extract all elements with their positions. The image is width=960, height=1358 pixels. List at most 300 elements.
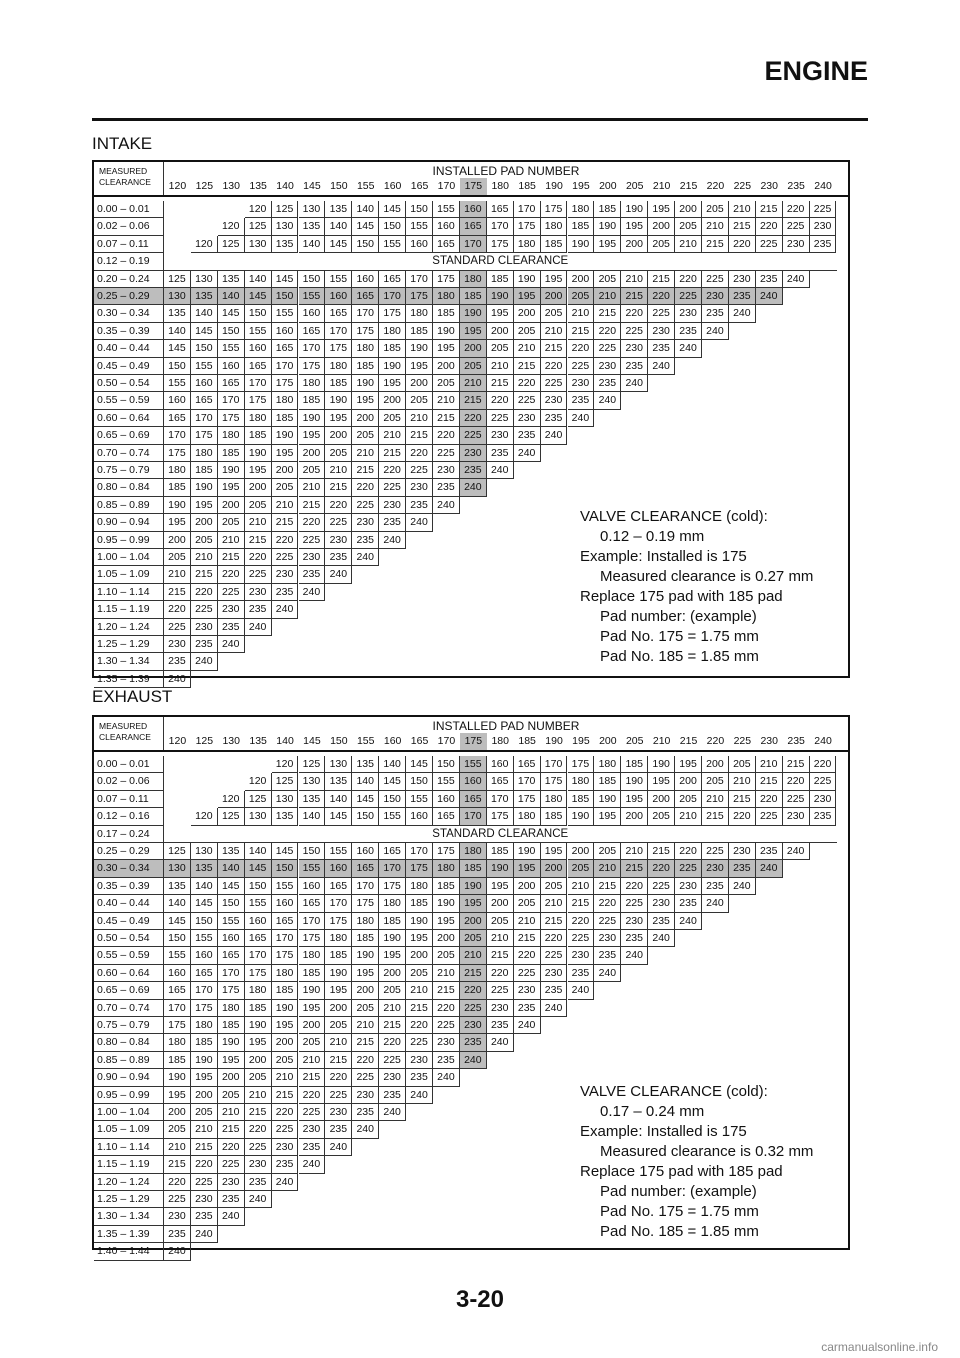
intake-cell: 240	[541, 427, 568, 444]
intake-header-pad-210: 210	[652, 180, 671, 192]
intake-cell: 175	[541, 201, 568, 218]
intake-cell: 190	[487, 288, 514, 305]
exhaust-cell: 180	[514, 808, 541, 825]
intake-cell: 150	[272, 288, 299, 305]
intake-cell: 230	[648, 323, 675, 340]
exhaust-cell: 220	[191, 1156, 218, 1173]
intake-cell: 235	[379, 514, 406, 531]
exhaust-cell: 235	[379, 1087, 406, 1104]
exhaust-cell: 185	[621, 756, 648, 773]
exhaust-cell: 205	[352, 1000, 379, 1017]
intake-cell: 150	[218, 323, 245, 340]
exhaust-cell: 185	[352, 930, 379, 947]
exhaust-cell: 185	[218, 1017, 245, 1034]
intake-cell: 210	[568, 305, 595, 322]
intake-cell: 205	[487, 340, 514, 357]
exhaust-cell: 225	[810, 773, 837, 790]
exhaust-cell: 215	[433, 982, 460, 999]
exhaust-cell: 170	[325, 895, 352, 912]
exhaust-cell: 200	[299, 1017, 326, 1034]
exhaust-cell: 235	[245, 1174, 272, 1191]
exhaust-cell: 185	[406, 895, 433, 912]
intake-cell: 220	[621, 305, 648, 322]
exhaust-row-label: 0.35 – 0.39	[94, 878, 164, 895]
exhaust-cell: 215	[218, 1121, 245, 1138]
exhaust-cell: 180	[379, 895, 406, 912]
intake-cell: 240	[460, 479, 487, 496]
exhaust-cell: 140	[352, 773, 379, 790]
exhaust-cell: 210	[460, 947, 487, 964]
intake-cell: 230	[594, 358, 621, 375]
exhaust-cell: 140	[299, 808, 326, 825]
intake-cell: 235	[164, 653, 191, 670]
exhaust-cell: 210	[272, 1069, 299, 1086]
intake-cell: 220	[406, 445, 433, 462]
intake-cell: 200	[675, 201, 702, 218]
intake-cell: 230	[487, 427, 514, 444]
intake-cell: 135	[325, 201, 352, 218]
exhaust-cell: 170	[514, 773, 541, 790]
intake-header-pad-130: 130	[222, 180, 240, 192]
exhaust-cell: 235	[325, 1121, 352, 1138]
exhaust-cell: 210	[325, 1034, 352, 1051]
intake-cell: 215	[299, 497, 326, 514]
exhaust-cell: 230	[541, 965, 568, 982]
intake-cell: 210	[245, 514, 272, 531]
exhaust-cell: 240	[245, 1191, 272, 1208]
intake-cell: 195	[272, 445, 299, 462]
exhaust-cell: 230	[460, 1017, 487, 1034]
intake-cell: 205	[352, 427, 379, 444]
intake-cell: 230	[191, 619, 218, 636]
intake-cell: 150	[379, 218, 406, 235]
intake-cell: 235	[191, 636, 218, 653]
intake-cell: 205	[245, 497, 272, 514]
intake-cell: 195	[460, 323, 487, 340]
intake-cell: 210	[729, 201, 756, 218]
intake-cell: 125	[218, 236, 245, 253]
intake-header-pad-240: 240	[814, 180, 832, 192]
exhaust-cell: 205	[272, 1052, 299, 1069]
intake-cell: 240	[487, 462, 514, 479]
exhaust-cell: 230	[299, 1121, 326, 1138]
intake-cell: 205	[594, 271, 621, 288]
intake-cell: 185	[164, 479, 191, 496]
intake-cell: 200	[568, 271, 595, 288]
intake-header-pad-205: 205	[625, 180, 644, 192]
exhaust-header-pad-160: 160	[383, 735, 402, 747]
intake-cell: 185	[272, 410, 299, 427]
intake-cell: 210	[191, 549, 218, 566]
exhaust-cell: 240	[541, 1000, 568, 1017]
intake-cell: 225	[541, 375, 568, 392]
intake-cell: 240	[514, 445, 541, 462]
exhaust-cell: 230	[218, 1174, 245, 1191]
exhaust-header-pad-140: 140	[276, 735, 294, 747]
exhaust-cell: 130	[272, 791, 299, 808]
exhaust-cell: 210	[164, 1139, 191, 1156]
exhaust-cell: 145	[164, 913, 191, 930]
intake-cell: 215	[272, 514, 299, 531]
exhaust-cell: 240	[191, 1226, 218, 1243]
intake-cell: 215	[191, 566, 218, 583]
intake-cell: 200	[460, 340, 487, 357]
exhaust-cell: 165	[433, 808, 460, 825]
exhaust-cell: 195	[541, 843, 568, 860]
intake-cell: 185	[487, 271, 514, 288]
exhaust-cell: 180	[433, 860, 460, 877]
intake-cell: 190	[621, 201, 648, 218]
intake-cell: 155	[379, 236, 406, 253]
exhaust-cell: 155	[379, 808, 406, 825]
exhaust-cell: 180	[272, 965, 299, 982]
intake-cell: 225	[164, 619, 191, 636]
exhaust-cell: 180	[191, 1017, 218, 1034]
exhaust-cell: 195	[675, 756, 702, 773]
intake-cell: 195	[352, 392, 379, 409]
exhaust-cell: 215	[756, 773, 783, 790]
intake-cell: 200	[541, 288, 568, 305]
intake-installed-title: INSTALLED PAD NUMBER	[432, 164, 580, 178]
exhaust-cell: 220	[299, 1087, 326, 1104]
intake-cell: 170	[406, 271, 433, 288]
exhaust-cell: 200	[568, 843, 595, 860]
exhaust-header-pad-205: 205	[625, 735, 644, 747]
intake-cell: 210	[433, 392, 460, 409]
intake-row-label: 0.90 – 0.94	[94, 514, 164, 531]
exhaust-cell: 215	[514, 930, 541, 947]
exhaust-cell: 235	[352, 1104, 379, 1121]
intake-cell: 225	[299, 532, 326, 549]
intake-cell: 220	[756, 218, 783, 235]
exhaust-cell: 180	[568, 773, 595, 790]
exhaust-cell: 140	[379, 756, 406, 773]
intake-cell: 120	[245, 201, 272, 218]
intake-cell: 200	[325, 427, 352, 444]
exhaust-header-pad-235: 235	[787, 735, 805, 747]
intake-cell: 205	[514, 323, 541, 340]
exhaust-cell: 175	[541, 773, 568, 790]
exhaust-cell: 195	[191, 1069, 218, 1086]
intake-cell: 160	[299, 305, 326, 322]
exhaust-cell: 160	[487, 756, 514, 773]
exhaust-cell: 220	[568, 913, 595, 930]
exhaust-cell: 175	[245, 965, 272, 982]
exhaust-cell: 170	[245, 947, 272, 964]
intake-cell: 210	[325, 462, 352, 479]
intake-cell: 150	[245, 305, 272, 322]
exhaust-row-label: 0.80 – 0.84	[94, 1034, 164, 1051]
exhaust-cell: 150	[433, 756, 460, 773]
intake-cell: 185	[433, 305, 460, 322]
exhaust-cell: 235	[272, 1156, 299, 1173]
intake-cell: 225	[487, 410, 514, 427]
intake-header-pad-225: 225	[733, 180, 752, 192]
exhaust-cell: 235	[675, 895, 702, 912]
exhaust-cell: 230	[648, 895, 675, 912]
exhaust-cell: 240	[514, 1017, 541, 1034]
exhaust-cell: 120	[272, 756, 299, 773]
exhaust-cell: 230	[810, 791, 837, 808]
exhaust-cell: 225	[460, 1000, 487, 1017]
exhaust-header-pad-215: 215	[679, 735, 698, 747]
intake-note-line8: Pad No. 185 = 1.85 mm	[600, 648, 759, 665]
exhaust-cell: 185	[460, 860, 487, 877]
exhaust-cell: 210	[218, 1104, 245, 1121]
exhaust-cell: 215	[594, 878, 621, 895]
intake-cell: 160	[218, 358, 245, 375]
exhaust-cell: 205	[568, 860, 595, 877]
intake-cell: 210	[460, 375, 487, 392]
exhaust-cell: 220	[648, 860, 675, 877]
exhaust-cell: 230	[514, 982, 541, 999]
exhaust-standard-label: STANDARD CLEARANCE	[164, 826, 837, 843]
intake-cell: 240	[783, 271, 810, 288]
intake-cell: 120	[218, 218, 245, 235]
exhaust-cell: 145	[352, 791, 379, 808]
intake-cell: 200	[514, 305, 541, 322]
intake-cell: 165	[460, 218, 487, 235]
exhaust-cell: 185	[245, 1000, 272, 1017]
intake-row-label: 0.60 – 0.64	[94, 410, 164, 427]
intake-cell: 220	[487, 392, 514, 409]
exhaust-cell: 190	[299, 982, 326, 999]
intake-row-label: 0.30 – 0.34	[94, 305, 164, 322]
exhaust-cell: 220	[218, 1139, 245, 1156]
intake-cell: 140	[191, 305, 218, 322]
exhaust-cell: 190	[406, 913, 433, 930]
intake-section-label: INTAKE	[92, 134, 153, 153]
intake-cell: 185	[379, 340, 406, 357]
exhaust-cell: 205	[191, 1104, 218, 1121]
intake-row-label: 0.07 – 0.11	[94, 236, 164, 253]
intake-cell: 215	[460, 392, 487, 409]
intake-cell: 170	[325, 323, 352, 340]
exhaust-cell: 215	[191, 1139, 218, 1156]
exhaust-cell: 205	[379, 982, 406, 999]
exhaust-cell: 170	[191, 982, 218, 999]
exhaust-cell: 220	[783, 773, 810, 790]
exhaust-note-line4: Measured clearance is 0.32 mm	[600, 1143, 814, 1160]
exhaust-cell: 200	[702, 756, 729, 773]
intake-cell: 220	[218, 566, 245, 583]
exhaust-cell: 240	[702, 895, 729, 912]
page-header-title: ENGINE	[764, 56, 868, 86]
intake-header-pad-190: 190	[545, 180, 563, 192]
intake-cell: 235	[648, 340, 675, 357]
intake-cell: 160	[325, 288, 352, 305]
intake-cell: 145	[218, 305, 245, 322]
exhaust-cell: 225	[218, 1156, 245, 1173]
intake-cell: 165	[164, 410, 191, 427]
exhaust-cell: 235	[191, 1208, 218, 1225]
exhaust-cell: 230	[594, 930, 621, 947]
exhaust-cell: 145	[325, 808, 352, 825]
exhaust-cell: 205	[594, 843, 621, 860]
intake-cell: 175	[191, 427, 218, 444]
intake-cell: 185	[352, 358, 379, 375]
exhaust-cell: 235	[487, 1017, 514, 1034]
exhaust-cell: 180	[594, 756, 621, 773]
exhaust-cell: 215	[406, 1000, 433, 1017]
exhaust-cell: 190	[245, 1017, 272, 1034]
exhaust-cell: 165	[352, 860, 379, 877]
intake-cell: 200	[218, 497, 245, 514]
intake-cell: 215	[379, 445, 406, 462]
intake-cell: 235	[514, 427, 541, 444]
exhaust-cell: 190	[218, 1034, 245, 1051]
exhaust-header-pad-150: 150	[330, 735, 348, 747]
intake-cell: 230	[406, 479, 433, 496]
intake-cell: 205	[379, 410, 406, 427]
intake-header-pad-135: 135	[249, 180, 267, 192]
intake-cell: 200	[648, 218, 675, 235]
exhaust-cell: 220	[541, 930, 568, 947]
exhaust-cell: 150	[245, 878, 272, 895]
intake-cell: 205	[675, 218, 702, 235]
intake-cell: 130	[191, 271, 218, 288]
exhaust-cell: 195	[164, 1087, 191, 1104]
exhaust-cell: 155	[299, 860, 326, 877]
intake-row-label: 1.10 – 1.14	[94, 584, 164, 601]
intake-cell: 230	[460, 445, 487, 462]
exhaust-cell: 160	[433, 791, 460, 808]
intake-cell: 175	[164, 445, 191, 462]
intake-cell: 220	[245, 549, 272, 566]
intake-cell: 220	[594, 323, 621, 340]
exhaust-row-label: 0.02 – 0.06	[94, 773, 164, 790]
intake-cell: 205	[406, 392, 433, 409]
exhaust-cell: 160	[352, 843, 379, 860]
exhaust-cell: 205	[514, 895, 541, 912]
intake-cell: 235	[325, 549, 352, 566]
intake-cell: 210	[272, 497, 299, 514]
exhaust-cell: 220	[272, 1104, 299, 1121]
intake-cell: 135	[272, 236, 299, 253]
intake-cell: 230	[299, 549, 326, 566]
intake-cell: 200	[487, 323, 514, 340]
exhaust-cell: 175	[164, 1017, 191, 1034]
exhaust-cell: 220	[406, 1017, 433, 1034]
intake-cell: 195	[541, 271, 568, 288]
intake-cell: 180	[514, 236, 541, 253]
intake-cell: 170	[487, 218, 514, 235]
exhaust-cell: 120	[245, 773, 272, 790]
exhaust-header-pad-210: 210	[652, 735, 671, 747]
intake-cell: 180	[299, 375, 326, 392]
exhaust-cell: 160	[245, 913, 272, 930]
intake-cell: 215	[568, 323, 595, 340]
intake-cell: 145	[352, 218, 379, 235]
intake-cell: 160	[433, 218, 460, 235]
exhaust-cell: 215	[272, 1087, 299, 1104]
exhaust-cell: 240	[487, 1034, 514, 1051]
intake-cell: 225	[783, 218, 810, 235]
intake-row-label: 1.00 – 1.04	[94, 549, 164, 566]
intake-cell: 180	[191, 445, 218, 462]
intake-cell: 230	[621, 340, 648, 357]
exhaust-cell: 155	[272, 878, 299, 895]
intake-cell: 230	[810, 218, 837, 235]
exhaust-cell: 235	[299, 1139, 326, 1156]
intake-cell: 200	[191, 514, 218, 531]
intake-cell: 220	[433, 427, 460, 444]
intake-cell: 240	[379, 532, 406, 549]
exhaust-cell: 150	[272, 860, 299, 877]
exhaust-cell: 130	[299, 773, 326, 790]
intake-header-pad-200: 200	[599, 180, 617, 192]
exhaust-cell: 220	[594, 895, 621, 912]
intake-header-pad-125: 125	[195, 180, 214, 192]
exhaust-cell: 230	[568, 947, 595, 964]
exhaust-row-label: 0.75 – 0.79	[94, 1017, 164, 1034]
intake-cell: 235	[272, 584, 299, 601]
intake-cell: 240	[352, 549, 379, 566]
intake-cell: 220	[541, 358, 568, 375]
exhaust-cell: 215	[325, 1052, 352, 1069]
intake-row-label: 1.25 – 1.29	[94, 636, 164, 653]
exhaust-cell: 225	[594, 913, 621, 930]
intake-row-label: 0.85 – 0.89	[94, 497, 164, 514]
intake-cell: 225	[621, 323, 648, 340]
intake-cell: 170	[272, 358, 299, 375]
exhaust-cell: 240	[594, 965, 621, 982]
exhaust-cell: 235	[514, 1000, 541, 1017]
exhaust-cell: 190	[648, 756, 675, 773]
intake-cell: 180	[325, 358, 352, 375]
exhaust-installed-title: INSTALLED PAD NUMBER	[432, 719, 580, 733]
intake-cell: 210	[379, 427, 406, 444]
exhaust-cell: 200	[325, 1000, 352, 1017]
exhaust-note-line6: Pad number: (example)	[600, 1183, 757, 1200]
exhaust-cell: 225	[702, 843, 729, 860]
exhaust-cell: 195	[299, 1000, 326, 1017]
intake-cell: 210	[675, 236, 702, 253]
exhaust-cell: 220	[756, 791, 783, 808]
exhaust-cell: 225	[191, 1174, 218, 1191]
intake-cell: 235	[702, 305, 729, 322]
exhaust-cell: 175	[352, 895, 379, 912]
exhaust-cell: 200	[164, 1104, 191, 1121]
intake-cell: 235	[594, 375, 621, 392]
exhaust-cell: 225	[299, 1104, 326, 1121]
intake-cell: 225	[594, 340, 621, 357]
exhaust-cell: 165	[191, 965, 218, 982]
exhaust-row-label: 0.50 – 0.54	[94, 930, 164, 947]
intake-cell: 200	[621, 236, 648, 253]
exhaust-cell: 185	[541, 808, 568, 825]
exhaust-cell: 140	[191, 878, 218, 895]
intake-cell: 175	[352, 323, 379, 340]
exhaust-row-label: 1.00 – 1.04	[94, 1104, 164, 1121]
intake-header-pad-175: 175	[460, 178, 487, 195]
intake-cell: 200	[406, 375, 433, 392]
exhaust-row-label: 0.12 – 0.16	[94, 808, 164, 825]
exhaust-cell: 175	[406, 860, 433, 877]
exhaust-row-label: 0.00 – 0.01	[94, 756, 164, 773]
intake-cell: 195	[379, 375, 406, 392]
exhaust-cell: 225	[379, 1052, 406, 1069]
intake-cell: 185	[568, 218, 595, 235]
intake-cell: 205	[218, 514, 245, 531]
intake-cell: 180	[218, 427, 245, 444]
intake-header-pad-230: 230	[760, 180, 778, 192]
exhaust-cell: 220	[379, 1034, 406, 1051]
exhaust-cell: 205	[433, 947, 460, 964]
exhaust-cell: 190	[325, 965, 352, 982]
exhaust-cell: 225	[621, 895, 648, 912]
exhaust-cell: 125	[299, 756, 326, 773]
